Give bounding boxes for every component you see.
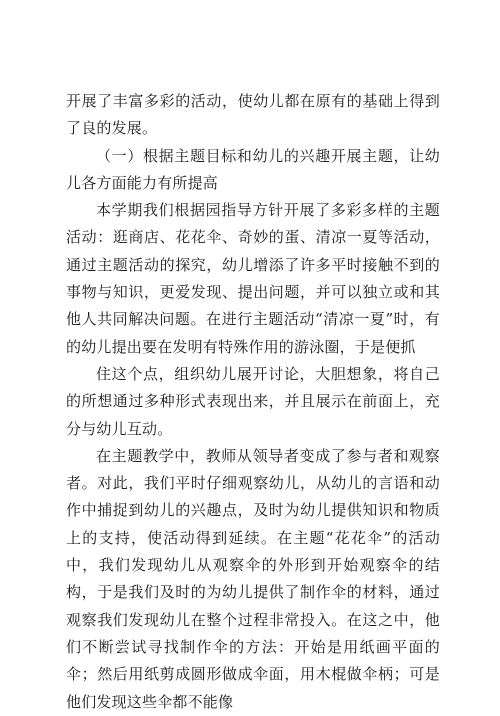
paragraph-continuation: 开展了丰富多彩的活动，使幼儿都在原有的基础上得到了良的发展。	[66, 92, 440, 138]
document-body	[66, 88, 440, 716]
paragraph-discussion: 住这个点，组织幼儿展开讨论，大胆想象，将自己的所想通过多种形式表现出来，并且展示在前面上，充分与幼儿互动。	[66, 364, 440, 438]
paragraph-theme-activities: 本学期我们根据园指导方针开展了多彩多样的主题活动：逛商店、花花伞、奇妙的蛋、清凉一夏等活动，通过主题活动的探究，幼儿增添了许多平时接触不到的事物与知识，更爱发现、提出问题，并可以独立或和其他人共同解决问题。在进行主题活动“清凉一夏”时，有的幼儿提出要在发明有特殊作用的游泳圈，于是便抓	[66, 201, 440, 356]
section-heading: （一）根据主题目标和幼儿的兴趣开展主题，让幼儿各方面能力有所提高	[66, 146, 440, 192]
paragraph-teacher-role: 在主题教学中，教师从领导者变成了参与者和观察者。对此，我们平时仔细观察幼儿，从幼儿的言语和动作中捕捉到幼儿的兴趣点，及时为幼儿提供知识和物质上的支持，使活动得到延续。在主题“花花伞”的活动中，我们发现幼儿从观察伞的外形到开始观察伞的结构，于是我们及时的为幼儿提供了制作伞的材料，通过观察我们发现幼儿在整个过程非常投入。在这之中，他们不断尝试寻找制作伞的方法：开始是用纸画平面的伞；然后用纸剪成圆形做成伞面，用木棍做伞柄；可是他们发现这些伞都不能像	[66, 446, 440, 711]
